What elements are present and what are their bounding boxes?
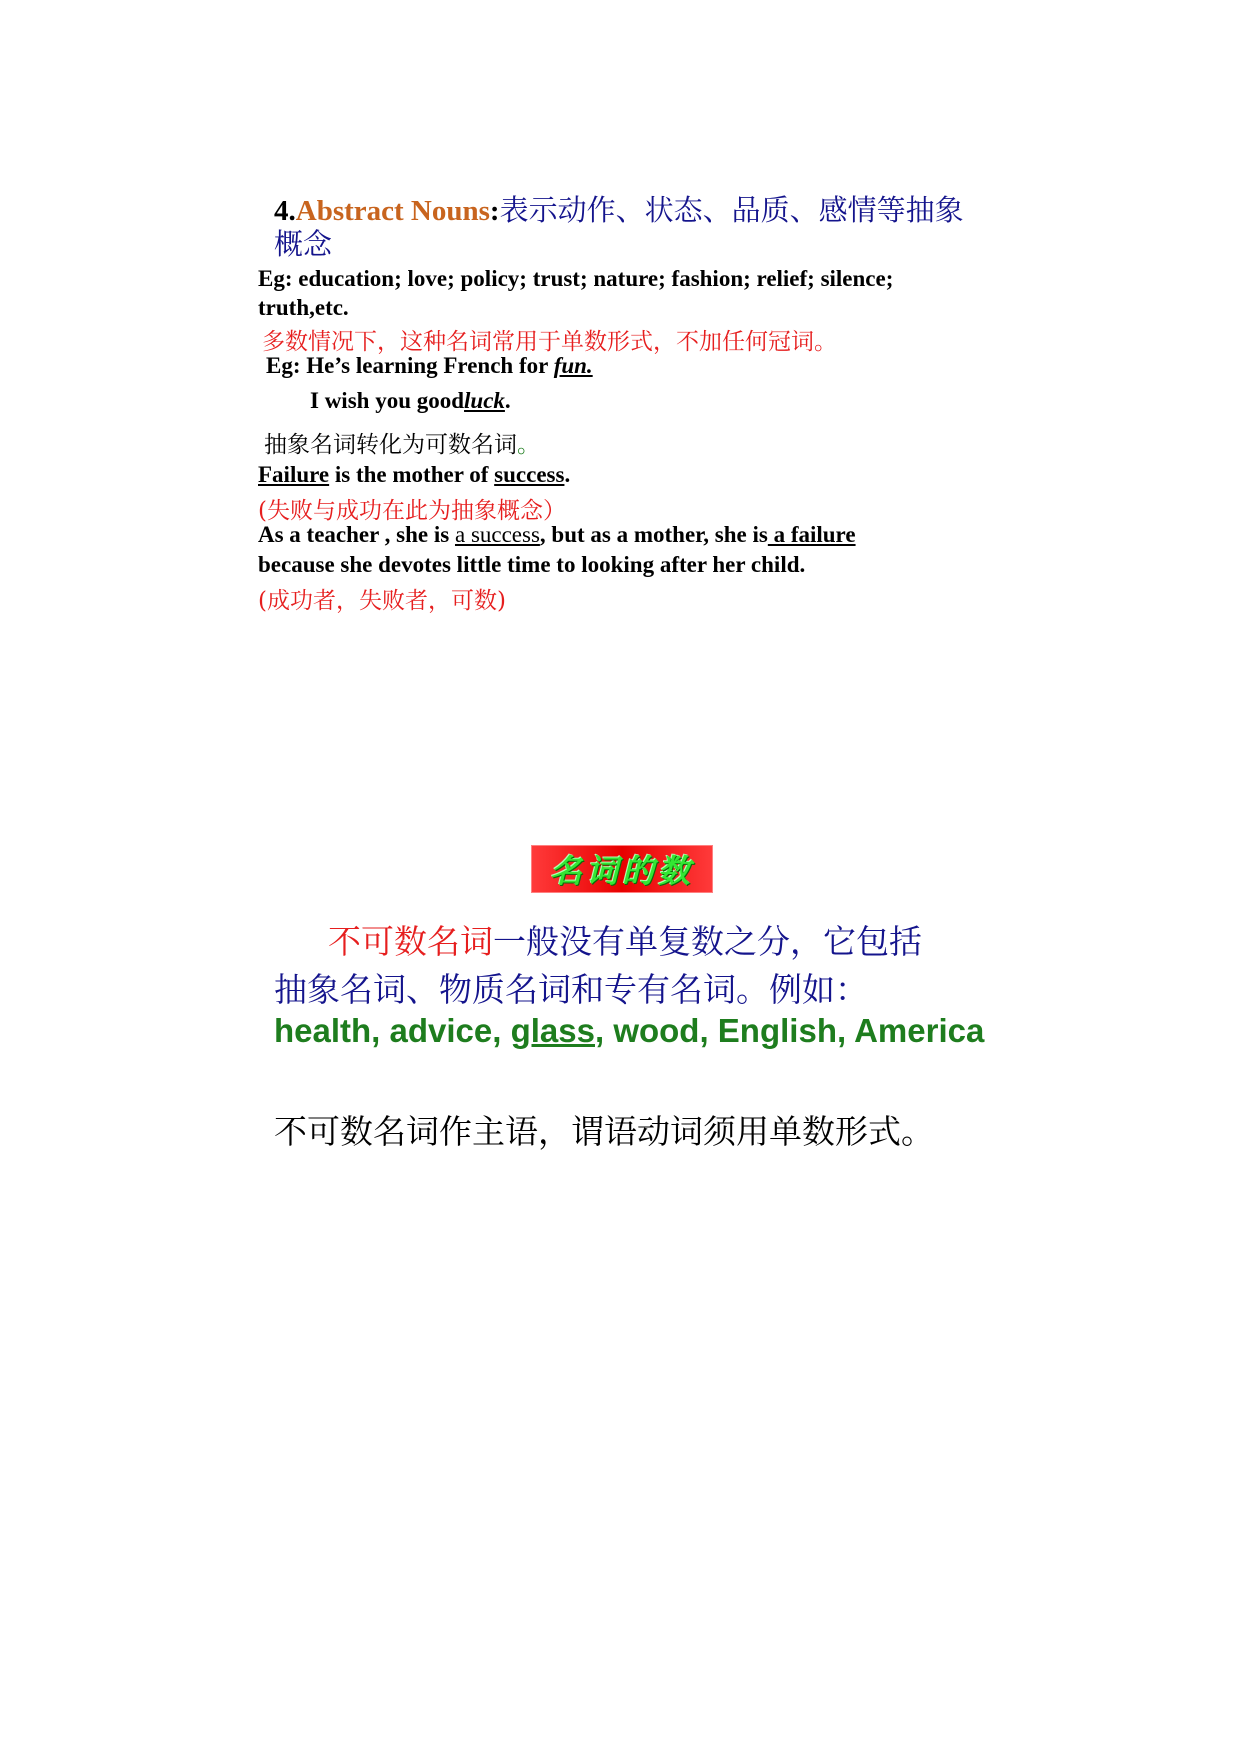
example-sentence-luck: [310, 388, 511, 414]
section-heading: [274, 188, 964, 229]
badge-title: 名词的数: [549, 852, 694, 890]
section-term: Abstract Nouns: [295, 195, 490, 227]
failure-note: (失败与成功在此为抽象概念）: [258, 498, 566, 524]
usage-note: 多数情况下，这种名词常用于单数形式，不加任何冠词。: [262, 329, 837, 355]
example-prefix: I wish you good: [310, 388, 465, 413]
example-prefix: Eg: He’s learning French for: [266, 353, 554, 378]
examples-part-a: health, advice,: [274, 1012, 511, 1049]
example-teacher-line2: because she devotes little time to looking after her child.: [258, 552, 806, 577]
example-sentence-fun: [266, 353, 593, 379]
convert-note-dot: 。: [517, 432, 540, 458]
example-list-line1: Eg: education; love; policy; trust; nature; fashion; relief; silence;: [258, 266, 894, 291]
uncountable-term: 不可数名词: [328, 922, 493, 961]
uncountable-line1-rest: 一般没有单复数之分，它包括: [493, 922, 922, 961]
teacher-part-b: , but as a mother, she is: [539, 522, 768, 547]
keyword-failure: Failure: [258, 462, 330, 487]
convert-note-text: 抽象名词转化为可数名词: [264, 432, 517, 458]
section-description: 表示动作、状态、品质、感情等抽象: [499, 195, 964, 227]
title-badge: [532, 846, 712, 892]
example-keyword: fun.: [553, 353, 593, 378]
sentence-mid: is the mother of: [329, 462, 495, 487]
section-number: 4.: [274, 195, 296, 227]
section-description-cont: 概念: [274, 227, 333, 261]
keyword-success: success: [494, 462, 565, 487]
uncountable-line1: [328, 916, 922, 963]
keyword-a-failure: a failure: [767, 522, 856, 547]
teacher-note: (成功者，失败者，可数): [258, 588, 506, 614]
teacher-part-a: As a teacher , she is: [258, 522, 455, 547]
section-colon: :: [489, 195, 500, 227]
example-failure-sentence: [258, 462, 570, 488]
examples-part-b: , wood, English, America: [594, 1012, 985, 1049]
uncountable-rule: 不可数名词作主语，谓语动词须用单数形式。: [274, 1112, 934, 1151]
example-teacher-line1: [258, 522, 856, 548]
example-list-line2: truth,etc.: [258, 295, 349, 320]
examples-glass: glass: [510, 1012, 595, 1049]
uncountable-line2: 抽象名词、物质名词和专有名词。例如：: [274, 970, 868, 1009]
example-suffix: .: [504, 388, 511, 413]
convert-note: [264, 426, 540, 459]
keyword-a-success: a success: [454, 522, 540, 547]
uncountable-examples: [274, 1012, 984, 1050]
example-keyword: luck: [464, 388, 505, 413]
sentence-end: .: [564, 462, 571, 487]
